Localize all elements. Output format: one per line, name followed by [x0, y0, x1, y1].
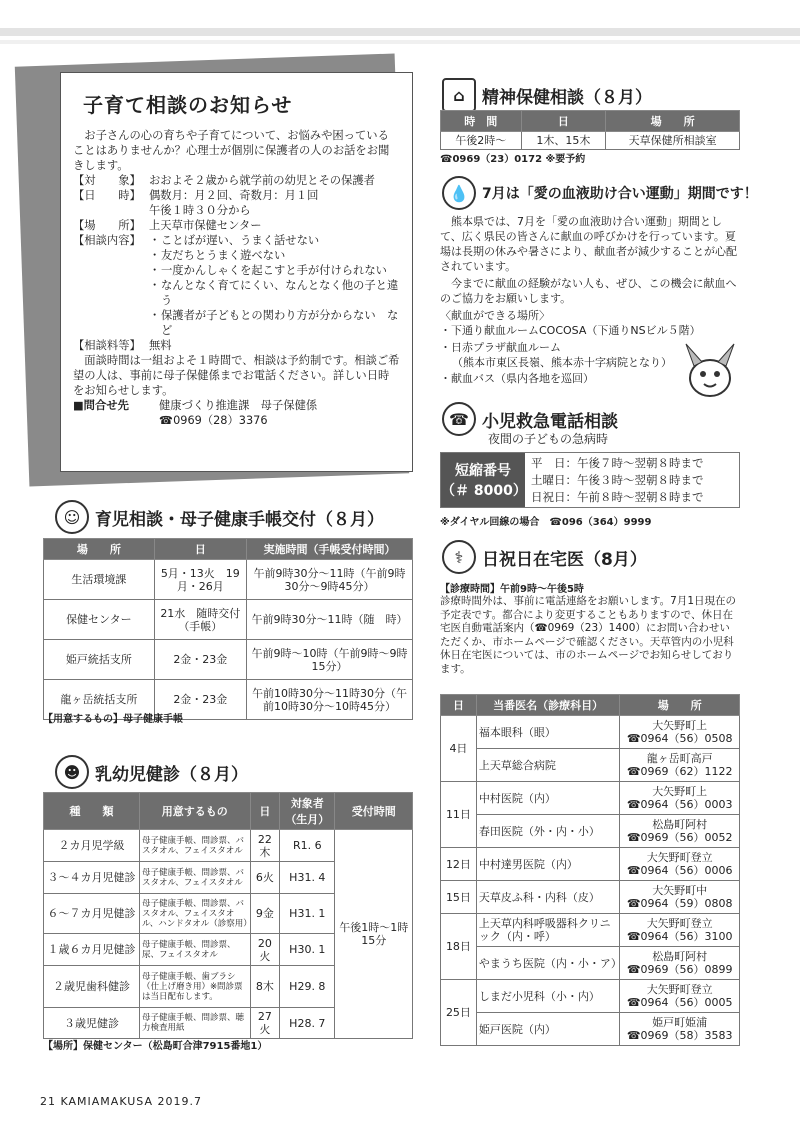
blood-place-2: ・日赤プラザ献血ルーム	[440, 341, 561, 354]
cell: 保健センター	[44, 600, 155, 640]
contact-row	[73, 398, 400, 413]
th: 実施時間（手帳受付時間）	[246, 539, 412, 560]
cell: 姫戸町姫浦 ☎0969（58）3583	[620, 1013, 740, 1046]
th: 時 間	[441, 111, 522, 132]
content-item: ・ 保護者が子どもとの関わり方が分からない など	[149, 309, 399, 337]
content-list	[149, 233, 400, 338]
mascot-icon	[680, 340, 740, 400]
date-value2: 午後１時３０分から	[149, 204, 251, 217]
blood-place-3: （熊本市東区長嶺、熊本赤十字病院となり）	[452, 356, 672, 369]
cell: 午前9時30分～11時（午前9時30分～9時45分）	[246, 560, 412, 600]
cell: 母子健康手帳、問診票、聴力検査用紙	[139, 1008, 250, 1039]
blood-p1: 熊本県では、7月を「愛の血液助け合い運動」期間として、広く県民の皆さんに献血の呼びかけを行っています。夏場は長期の休みや暑さにより、献血者が減少することが心配されています。	[440, 215, 737, 273]
cell: 福本眼科（眼）	[476, 716, 620, 749]
cell: 27火	[250, 1008, 280, 1039]
spacer	[73, 413, 159, 428]
fee-label: 【相談料等】	[73, 339, 141, 352]
date-row	[73, 188, 400, 203]
cell: 母子健康手帳、問診票、尿、フェイスタオル	[139, 934, 250, 966]
content-item: ・ 友だちとうまく遊べない	[149, 249, 286, 262]
kenshin-title-text: 乳幼児健診（８月）	[95, 764, 248, 785]
content-item: ・ 一度かんしゃくを起こすと手が付けられない	[149, 264, 387, 277]
cell: 15日	[441, 881, 477, 914]
th: 日	[441, 695, 477, 716]
th: 受付時間	[335, 793, 413, 830]
content-item: ・ なんとなく育てにくい、なんとなく他の子と違う	[149, 279, 399, 307]
kyukyu-title-text: 小児救急電話相談	[482, 411, 618, 432]
seishin-title	[442, 78, 652, 112]
blood-place-1: ・下通り献血ルームCOCOSA（下通りNSビル５階）	[440, 324, 701, 337]
cell: H31. 1	[280, 894, 335, 934]
kyukyu-title	[442, 402, 618, 436]
cell: H28. 7	[280, 1008, 335, 1039]
short-label: 短縮番号	[455, 463, 511, 479]
consult-card	[60, 72, 413, 472]
cell: H29. 8	[280, 966, 335, 1008]
cell: 12日	[441, 848, 477, 881]
place-value: 上天草市保健センター	[149, 219, 262, 232]
cell: 6火	[250, 862, 280, 894]
cell: 午前10時30分～11時30分（午前10時30分～10時45分）	[246, 680, 412, 720]
cell: 大矢野町上 ☎0964（56）0003	[620, 782, 740, 815]
cell: R1. 6	[280, 830, 335, 862]
cell: 午後2時～	[441, 132, 522, 150]
th: 日	[154, 539, 246, 560]
time-line: 土曜日：午後３時～翌朝８時まで	[531, 473, 704, 487]
blood-title-text: 7月は「愛の血液助け合い運動」期間です！	[482, 186, 758, 202]
zaitaku-title	[442, 540, 647, 574]
cell: 春田医院（外・内・小）	[476, 815, 620, 848]
cell: ３歳児健診	[44, 1008, 140, 1039]
cell: 8木	[250, 966, 280, 1008]
short-number	[441, 453, 525, 507]
cell: やまうち医院（内・小・ア）	[476, 947, 620, 980]
th: 当番医名（診療科目）	[476, 695, 620, 716]
kyukyu-sub: 夜間の子どもの急病時	[488, 432, 609, 446]
cell: 母子健康手帳、歯ブラシ（仕上げ磨き用）※問診票は当日配布します。	[139, 966, 250, 1008]
kyukyu-dial: ※ダイヤル回線の場合 ☎096（364）9999	[440, 517, 652, 528]
ikuji-table	[43, 538, 413, 720]
blood-place-4: ・献血バス（県内各地を巡回）	[440, 372, 594, 385]
cell: 上天草内科呼吸器科クリニック（内・呼）	[476, 914, 620, 947]
seishin-title-text: 精神保健相談（８月）	[482, 87, 652, 108]
ikuji-note: 【用意するもの】母子健康手帳	[43, 714, 183, 725]
cell: 龍ヶ岳統括支所	[44, 680, 155, 720]
target-value: おおよそ２歳から就学前の幼児とその保護者	[149, 174, 375, 187]
content-item: ・ ことばが遅い、うまく話せない	[149, 234, 320, 247]
zaitaku-table	[440, 694, 740, 1046]
place-row	[73, 218, 400, 233]
cell: 母子健康手帳、問診票、バスタオル、フェイスタオル、ハンドタオル（診察用）	[139, 894, 250, 934]
cell: 母子健康手帳、問診票、バスタオル、フェイスタオル	[139, 830, 250, 862]
cell: 龍ヶ岳町高戸 ☎0969（62）1122	[620, 749, 740, 782]
cell: 大矢野町登立 ☎0964（56）3100	[620, 914, 740, 947]
th: 日	[521, 111, 606, 132]
th: 場 所	[620, 695, 740, 716]
cell: 11日	[441, 782, 477, 848]
cell: 松島町阿村 ☎0969（56）0899	[620, 947, 740, 980]
cell: 大矢野町登立 ☎0964（56）0005	[620, 980, 740, 1013]
cell: ２歳児歯科健診	[44, 966, 140, 1008]
kenshin-title	[55, 755, 248, 789]
cell: 天草皮ふ科・内科（皮）	[476, 881, 620, 914]
consult-intro: お子さんの心の育ちや子育てについて、お悩みや困っていることはありませんか？心理士が個別に保護者の人のお話をお聞きします。	[73, 129, 390, 172]
consult-note: 面談時間は一組およそ１時間で、相談は予約制です。相談ご希望の人は、事前に母子保健係までお電話ください。詳しい日時をお知らせします。	[73, 354, 400, 397]
date-value: 偶数月：月２回、奇数月：月１回	[149, 189, 319, 202]
baby-icon: ☺	[55, 500, 89, 534]
cell: 21水 随時交付（手帳）	[154, 600, 246, 640]
cell: H31. 4	[280, 862, 335, 894]
cell: 午前9時～10時（午前9時～9時15分）	[246, 640, 412, 680]
consult-title: 子育て相談のお知らせ	[83, 93, 293, 117]
cell: 天草保健所相談室	[606, 132, 740, 150]
target-row	[73, 173, 400, 188]
cell: 9金	[250, 894, 280, 934]
cell: 母子健康手帳、問診票、バスタオル、フェイスタオル	[139, 862, 250, 894]
cell: 5月・13火 19月・26月	[154, 560, 246, 600]
blood-places-label: 〈献血ができる場所〉	[440, 309, 550, 322]
th: 用意するもの	[139, 793, 250, 830]
contact-label: ■問合せ先	[73, 399, 129, 412]
content-row	[73, 233, 400, 338]
child-icon: ☻	[55, 755, 89, 789]
cell: 大矢野町上 ☎0964（56）0508	[620, 716, 740, 749]
content-label: 【相談内容】	[73, 234, 141, 247]
cell: 大矢野町登立 ☎0964（56）0006	[620, 848, 740, 881]
cell: 姫戸医院（内）	[476, 1013, 620, 1046]
date-label: 【日 時】	[73, 189, 141, 202]
place-label: 【場 所】	[73, 219, 141, 232]
cell: 22木	[250, 830, 280, 862]
blood-p2: 今までに献血の経験がない人も、ぜひ、この機会に献血へのご協力をお願いします。	[440, 277, 737, 305]
cell: 4日	[441, 716, 477, 782]
cell: 上天草総合病院	[476, 749, 620, 782]
top-band	[0, 28, 800, 36]
zaitaku-desc: 診療時間外は、事前に電話連絡をお願いします。7月1日現在の予定表です。都合により変更することもありますので、休日在宅医自動電話案内（☎0969（23）1400）にお問い合わせいただくか、市ホームページで確認ください。天草管内の小児科休日在宅医については、市のホームページでお知らせしております。	[440, 595, 737, 675]
cell: ３～４カ月児健診	[44, 862, 140, 894]
time-line: 日祝日：午前８時～翌朝８時まで	[531, 490, 704, 504]
spacer	[73, 203, 149, 218]
cell: 大矢野町中 ☎0964（59）0808	[620, 881, 740, 914]
seishin-table	[440, 110, 740, 150]
fee-value: 無料	[149, 339, 172, 352]
target-label: 【対 象】	[73, 174, 141, 187]
th: 日	[250, 793, 280, 830]
doctor-icon: ⚕	[442, 540, 476, 574]
kenshin-table	[43, 792, 413, 1039]
date-row2	[73, 203, 400, 218]
cell: 20火	[250, 934, 280, 966]
house-icon: ⌂	[442, 78, 476, 112]
zaitaku-title-text: 日祝日在宅医（8月）	[482, 549, 647, 570]
cell: しまだ小児科（小・内）	[476, 980, 620, 1013]
cell: 18日	[441, 914, 477, 980]
blood-drop-icon: 💧	[442, 176, 476, 210]
cell: ６～７カ月児健診	[44, 894, 140, 934]
cell: 生活環境課	[44, 560, 155, 600]
zaitaku-hours: 【診療時間】午前9時～午後5時	[440, 584, 584, 595]
contact-value: 健康づくり推進課 母子保健係	[159, 399, 318, 412]
time-line: 平 日：午後７時～翌朝８時まで	[531, 456, 704, 470]
tel-row	[73, 413, 400, 428]
cell: H30. 1	[280, 934, 335, 966]
seishin-tel: ☎0969（23）0172 ※要予約	[440, 154, 586, 165]
consult-tel: ☎0969（28）3376	[159, 414, 268, 427]
kyukyu-times	[525, 453, 739, 507]
phone-icon: ☎	[442, 402, 476, 436]
kyukyu-box	[440, 452, 740, 508]
cell: 1木、15木	[521, 132, 606, 150]
cell: 姫戸統括支所	[44, 640, 155, 680]
cell: 2金・23金	[154, 680, 246, 720]
cell: 25日	[441, 980, 477, 1046]
th: 種 類	[44, 793, 140, 830]
th: 対象者（生月）	[280, 793, 335, 830]
page-footer: 21 KAMIAMAKUSA 2019.7	[40, 1095, 202, 1108]
cell: 中村医院（内）	[476, 782, 620, 815]
ikuji-title	[55, 500, 384, 534]
cell: 中村達男医院（内）	[476, 848, 620, 881]
cell: 2金・23金	[154, 640, 246, 680]
th: 場 所	[44, 539, 155, 560]
top-band-thin	[0, 40, 800, 44]
th: 場 所	[606, 111, 740, 132]
kenshin-note: 【場所】保健センター（松島町合津7915番地1）	[43, 1041, 268, 1052]
cell: 午前9時30分～11時（随 時）	[246, 600, 412, 640]
cell: ２カ月児学級	[44, 830, 140, 862]
fee-row	[73, 338, 400, 353]
blood-title	[442, 176, 758, 210]
cell: １歳６カ月児健診	[44, 934, 140, 966]
short-value: （＃ 8000）	[441, 483, 527, 499]
reception-time: 午後1時～1時15分	[335, 830, 413, 1039]
cell: 松島町阿村 ☎0969（56）0052	[620, 815, 740, 848]
ikuji-title-text: 育児相談・母子健康手帳交付（８月）	[95, 509, 384, 530]
